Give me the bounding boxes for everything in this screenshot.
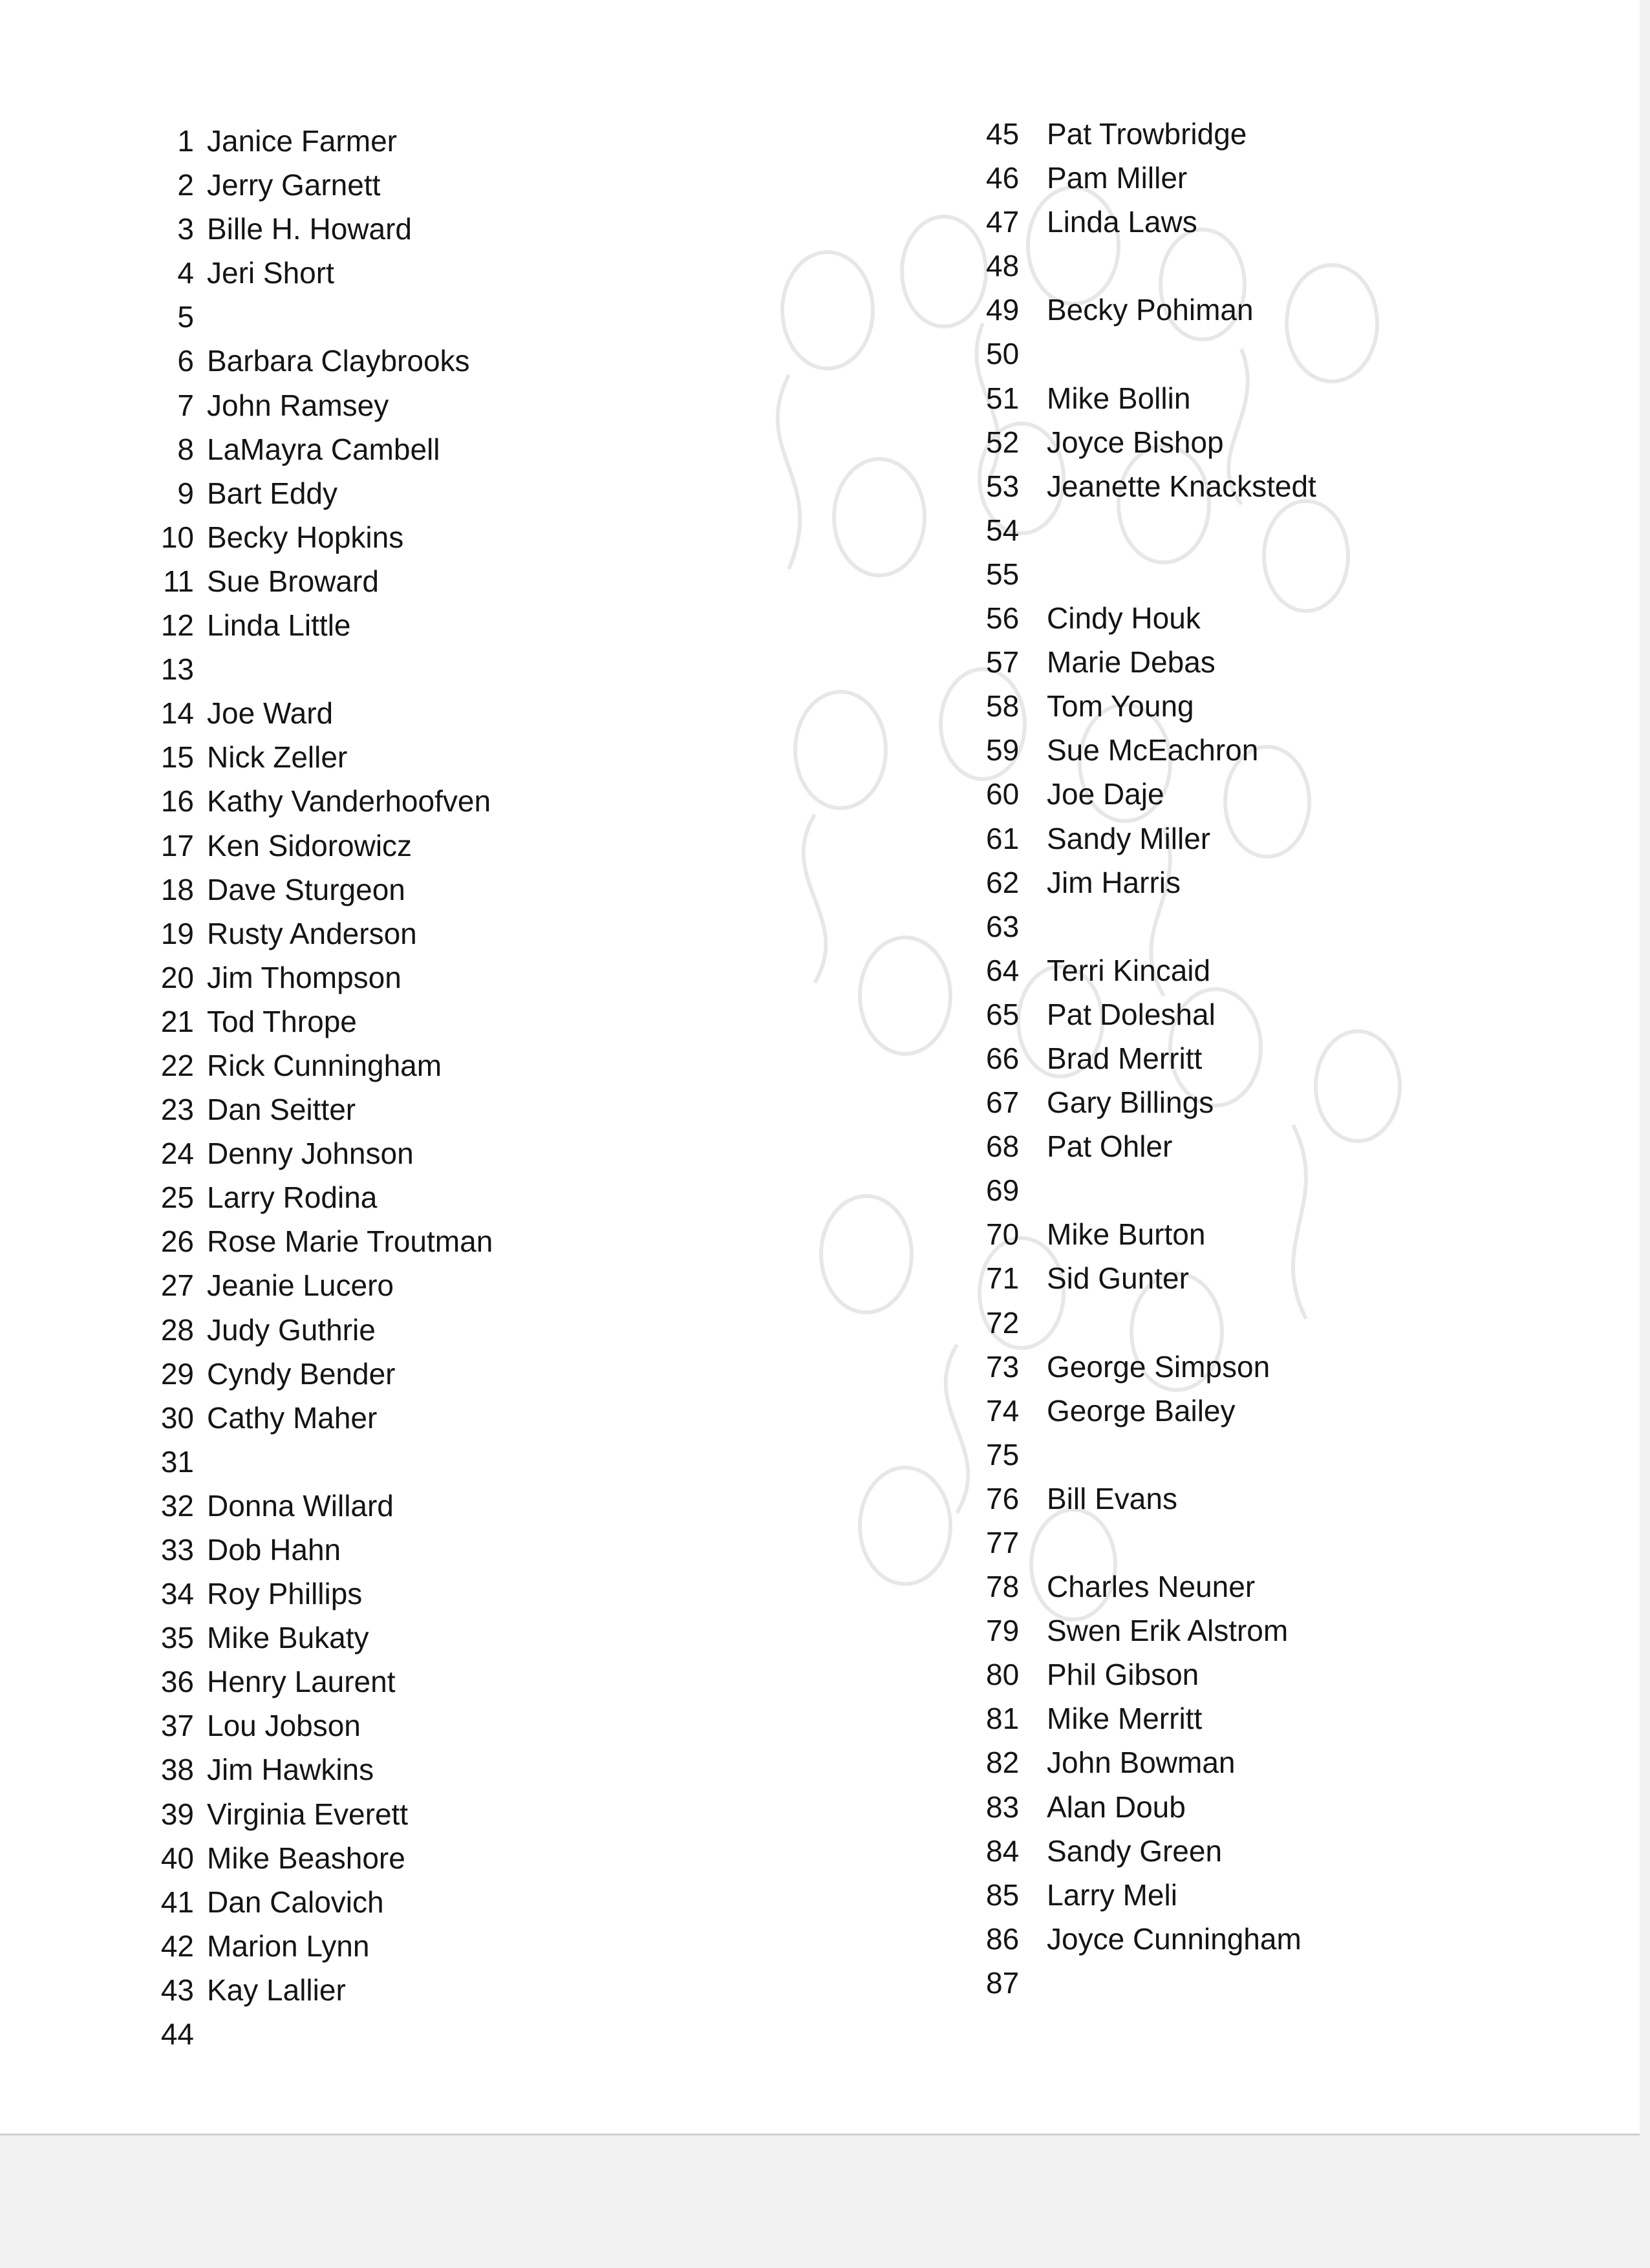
roster-entry <box>986 1696 1316 1740</box>
roster-entry <box>986 861 1316 904</box>
roster-entry <box>986 112 1316 156</box>
entry-number: 44 <box>160 2017 194 2051</box>
entry-number: 39 <box>160 1797 194 1831</box>
entry-number: 14 <box>160 696 194 731</box>
roster-entry <box>129 515 493 559</box>
roster-entry <box>129 603 493 647</box>
entry-number: 40 <box>160 1841 194 1875</box>
roster-entry <box>986 1740 1316 1784</box>
roster-entry <box>129 1440 493 1484</box>
entry-name: Sandy Green <box>1047 1834 1223 1868</box>
roster-entry <box>129 1616 493 1660</box>
roster-entry <box>986 1389 1316 1433</box>
roster-entry <box>986 1301 1316 1345</box>
entry-name: Sue Broward <box>207 564 379 598</box>
entry-name: Bille H. Howard <box>207 212 412 246</box>
entry-name: Becky Pohiman <box>1047 293 1254 327</box>
entry-number: 77 <box>986 1526 1020 1559</box>
roster-entry <box>129 691 493 735</box>
entry-name: Linda Little <box>207 608 351 643</box>
roster-entry <box>129 295 493 339</box>
entry-number: 75 <box>986 1437 1020 1471</box>
entry-name: Jerry Garnett <box>207 168 381 202</box>
entry-number: 4 <box>177 256 194 290</box>
roster-entry <box>129 1924 493 1968</box>
entry-name: Linda Laws <box>1047 205 1197 239</box>
roster-entry <box>986 1212 1316 1256</box>
roster-left-column <box>129 119 493 2056</box>
entry-number: 9 <box>177 476 194 510</box>
roster-entry <box>129 207 493 251</box>
entry-number: 27 <box>160 1268 194 1303</box>
roster-entry <box>986 1565 1316 1609</box>
roster-entry <box>986 508 1316 552</box>
entry-number: 82 <box>986 1746 1020 1780</box>
entry-number: 50 <box>986 337 1020 371</box>
roster-entry <box>986 1653 1316 1696</box>
entry-number: 29 <box>160 1356 194 1391</box>
entry-number: 24 <box>160 1137 194 1171</box>
entry-number: 63 <box>986 909 1020 943</box>
entry-name: LaMayra Cambell <box>207 432 440 466</box>
entry-name: Joe Ward <box>207 696 334 731</box>
entry-number: 7 <box>177 388 194 422</box>
roster-entry <box>129 1968 493 2012</box>
entry-name: Ken Sidorowicz <box>207 828 412 862</box>
entry-number: 10 <box>160 520 194 554</box>
entry-number: 35 <box>160 1621 194 1655</box>
entry-number: 85 <box>986 1878 1020 1912</box>
entry-name: Mike Merritt <box>1047 1702 1203 1736</box>
roster-entry <box>129 1484 493 1528</box>
entry-number: 70 <box>986 1217 1020 1252</box>
entry-name: Kay Lallier <box>207 1973 346 2007</box>
entry-number: 83 <box>986 1790 1020 1824</box>
entry-number: 51 <box>986 381 1020 415</box>
entry-number: 73 <box>986 1349 1020 1384</box>
entry-number: 52 <box>986 425 1020 459</box>
entry-name: Cindy Houk <box>1047 601 1201 636</box>
entry-name: Kathy Vanderhoofven <box>207 784 491 818</box>
entry-number: 78 <box>986 1570 1020 1604</box>
entry-number: 22 <box>160 1048 194 1082</box>
entry-number: 69 <box>986 1173 1020 1208</box>
entry-name: Jeri Short <box>207 256 334 290</box>
entry-name: Swen Erik Alstrom <box>1047 1614 1289 1648</box>
roster-entry <box>986 1609 1316 1653</box>
entry-name: Charles Neuner <box>1047 1570 1256 1604</box>
entry-number: 74 <box>986 1393 1020 1428</box>
entry-name: Dan Calovich <box>207 1885 384 1919</box>
entry-name: Bart Eddy <box>207 476 338 510</box>
entry-name: Donna Willard <box>207 1488 394 1523</box>
roster-entry <box>986 596 1316 640</box>
entry-name: Dave Sturgeon <box>207 872 405 906</box>
entry-name: Mike Bollin <box>1047 381 1191 415</box>
entry-number: 55 <box>986 557 1020 591</box>
entry-number: 16 <box>160 784 194 818</box>
roster-entry <box>986 1345 1316 1389</box>
roster-entry <box>129 1263 493 1307</box>
roster-entry <box>986 948 1316 992</box>
roster-entry <box>129 779 493 823</box>
entry-number: 1 <box>177 124 194 158</box>
roster-entry <box>129 1792 493 1836</box>
entry-number: 3 <box>177 212 194 246</box>
roster-entry <box>129 427 493 471</box>
roster-right-column <box>986 112 1316 2005</box>
entry-number: 18 <box>160 872 194 906</box>
entry-name: Phil Gibson <box>1047 1658 1199 1692</box>
entry-number: 11 <box>163 564 194 598</box>
entry-number: 2 <box>177 168 194 202</box>
entry-number: 46 <box>986 161 1020 195</box>
entry-name: Brad Merritt <box>1047 1041 1203 1075</box>
entry-name: Terri Kincaid <box>1047 953 1211 987</box>
roster-entry <box>129 1131 493 1175</box>
entry-name: Marion Lynn <box>207 1929 370 1963</box>
entry-number: 65 <box>986 997 1020 1031</box>
entry-number: 68 <box>986 1129 1020 1164</box>
entry-number: 66 <box>986 1041 1020 1075</box>
roster-entry <box>986 684 1316 728</box>
roster-entry <box>986 1829 1316 1873</box>
entry-name: Dob Hahn <box>207 1533 341 1567</box>
roster-entry <box>986 376 1316 420</box>
roster-entry <box>129 1087 493 1131</box>
entry-number: 28 <box>160 1312 194 1347</box>
entry-number: 23 <box>160 1093 194 1127</box>
entry-number: 33 <box>160 1533 194 1567</box>
roster-entry <box>129 1572 493 1616</box>
entry-number: 45 <box>986 117 1020 151</box>
entry-number: 15 <box>160 740 194 775</box>
entry-number: 38 <box>160 1753 194 1787</box>
entry-number: 8 <box>177 432 194 466</box>
entry-number: 17 <box>160 828 194 862</box>
roster-entry <box>986 420 1316 464</box>
entry-number: 32 <box>160 1488 194 1523</box>
entry-name: Pam Miller <box>1047 161 1188 195</box>
roster-entry <box>129 912 493 956</box>
entry-number: 41 <box>160 1885 194 1919</box>
roster-entry <box>986 552 1316 596</box>
entry-name: Jim Hawkins <box>207 1753 374 1787</box>
roster-entry <box>986 156 1316 200</box>
entry-name: Bill Evans <box>1047 1481 1177 1515</box>
roster-entry <box>986 1785 1316 1829</box>
roster-entry <box>986 1961 1316 2005</box>
roster-entry <box>986 1080 1316 1124</box>
entry-number: 5 <box>177 300 194 334</box>
entry-name: Rick Cunningham <box>207 1048 442 1082</box>
entry-name: Pat Ohler <box>1047 1129 1173 1164</box>
entry-number: 79 <box>986 1614 1020 1648</box>
entry-number: 60 <box>986 777 1020 811</box>
entry-name: John Bowman <box>1047 1746 1236 1780</box>
entry-number: 43 <box>160 1973 194 2007</box>
entry-name: George Simpson <box>1047 1349 1270 1384</box>
roster-entry <box>129 1352 493 1396</box>
roster-entry <box>986 200 1316 244</box>
entry-name: Lou Jobson <box>207 1709 361 1743</box>
roster-entry <box>129 1660 493 1704</box>
roster-entry <box>986 1168 1316 1212</box>
roster-entry <box>986 464 1316 508</box>
entry-number: 81 <box>986 1702 1020 1736</box>
roster-entry <box>129 1880 493 1924</box>
roster-entry <box>129 1528 493 1572</box>
entry-number: 67 <box>986 1086 1020 1120</box>
roster-entry <box>986 1036 1316 1080</box>
entry-number: 53 <box>986 469 1020 503</box>
roster-entry <box>129 1043 493 1087</box>
entry-name: Alan Doub <box>1047 1790 1186 1824</box>
entry-name: Virginia Everett <box>207 1797 409 1831</box>
entry-number: 20 <box>160 960 194 994</box>
roster-entry <box>986 1256 1316 1300</box>
entry-name: Cyndy Bender <box>207 1356 396 1391</box>
entry-number: 84 <box>986 1834 1020 1868</box>
roster-entry <box>129 956 493 1000</box>
entry-number: 62 <box>986 865 1020 899</box>
entry-number: 25 <box>160 1181 194 1215</box>
roster-entry <box>986 1124 1316 1168</box>
roster-entry <box>129 163 493 207</box>
entry-number: 34 <box>160 1577 194 1611</box>
entry-number: 19 <box>160 916 194 950</box>
entry-name: Jim Thompson <box>207 960 402 994</box>
entry-name: Larry Rodina <box>207 1181 378 1215</box>
entry-name: Barbara Claybrooks <box>207 344 470 378</box>
entry-number: 30 <box>160 1400 194 1435</box>
entry-name: Joyce Bishop <box>1047 425 1224 459</box>
roster-entry <box>129 735 493 779</box>
entry-name: Rusty Anderson <box>207 916 417 950</box>
roster-entry <box>986 904 1316 948</box>
roster-entry <box>986 817 1316 861</box>
entry-name: Sue McEachron <box>1047 733 1259 767</box>
entry-number: 31 <box>160 1444 194 1479</box>
entry-number: 86 <box>986 1921 1020 1956</box>
entry-number: 64 <box>986 953 1020 987</box>
entry-number: 48 <box>986 249 1020 283</box>
roster-entry <box>986 772 1316 816</box>
entry-name: Jeanie Lucero <box>207 1268 394 1303</box>
entry-number: 13 <box>160 652 194 687</box>
roster-entry <box>986 992 1316 1036</box>
entry-number: 54 <box>986 513 1020 547</box>
entry-number: 58 <box>986 689 1020 723</box>
entry-name: Tod Thrope <box>207 1004 357 1038</box>
entry-number: 71 <box>986 1261 1020 1296</box>
entry-name: Becky Hopkins <box>207 520 404 554</box>
entry-number: 59 <box>986 733 1020 767</box>
entry-number: 80 <box>986 1658 1020 1692</box>
roster-entry <box>129 1000 493 1043</box>
roster-entry <box>129 383 493 427</box>
entry-name: Gary Billings <box>1047 1086 1214 1120</box>
entry-number: 87 <box>986 1965 1020 2000</box>
entry-name: Pat Trowbridge <box>1047 117 1247 151</box>
entry-name: Mike Beashore <box>207 1841 405 1875</box>
entry-name: Larry Meli <box>1047 1878 1177 1912</box>
entry-number: 56 <box>986 601 1020 636</box>
roster-entry <box>986 728 1316 772</box>
entry-name: Joyce Cunningham <box>1047 1921 1302 1956</box>
entry-number: 76 <box>986 1481 1020 1515</box>
entry-name: Joe Daje <box>1047 777 1164 811</box>
entry-name: Henry Laurent <box>207 1665 396 1699</box>
roster-entry <box>986 1433 1316 1477</box>
roster-entry <box>129 251 493 295</box>
entry-name: Sandy Miller <box>1047 821 1211 855</box>
entry-name: Judy Guthrie <box>207 1312 376 1347</box>
roster-entry <box>129 1396 493 1440</box>
roster-entry <box>986 640 1316 684</box>
entry-name: Sid Gunter <box>1047 1261 1189 1296</box>
entry-name: Marie Debas <box>1047 645 1216 679</box>
entry-number: 47 <box>986 205 1020 239</box>
entry-number: 36 <box>160 1665 194 1699</box>
entry-number: 6 <box>177 344 194 378</box>
entry-name: Janice Farmer <box>207 124 397 158</box>
roster-entry <box>129 559 493 603</box>
roster-entry <box>129 1836 493 1880</box>
roster-entry <box>129 1308 493 1352</box>
roster-entry <box>129 647 493 691</box>
roster-entry <box>129 1704 493 1748</box>
entry-number: 12 <box>160 608 194 643</box>
entry-name: Denny Johnson <box>207 1137 414 1171</box>
entry-number: 37 <box>160 1709 194 1743</box>
roster-entry <box>129 339 493 383</box>
entry-name: Mike Bukaty <box>207 1621 369 1655</box>
entry-name: Pat Doleshal <box>1047 997 1216 1031</box>
entry-number: 57 <box>986 645 1020 679</box>
entry-name: Rose Marie Troutman <box>207 1225 493 1259</box>
entry-number: 49 <box>986 293 1020 327</box>
roster-entry <box>986 1873 1316 1917</box>
roster-entry <box>986 288 1316 332</box>
roster-entry <box>129 1175 493 1219</box>
entry-number: 42 <box>160 1929 194 1963</box>
entry-name: Roy Phillips <box>207 1577 363 1611</box>
roster-entry <box>986 1521 1316 1565</box>
roster-entry <box>986 332 1316 376</box>
entry-name: Cathy Maher <box>207 1400 378 1435</box>
entry-name: George Bailey <box>1047 1393 1236 1428</box>
roster-entry <box>986 1477 1316 1521</box>
entry-name: Jim Harris <box>1047 865 1181 899</box>
entry-name: Jeanette Knackstedt <box>1047 469 1316 503</box>
entry-number: 21 <box>160 1004 194 1038</box>
entry-name: Mike Burton <box>1047 1217 1206 1252</box>
entry-number: 72 <box>986 1305 1020 1340</box>
roster-entry <box>129 824 493 868</box>
entry-number: 61 <box>986 821 1020 855</box>
entry-name: John Ramsey <box>207 388 389 422</box>
entry-name: Dan Seitter <box>207 1093 356 1127</box>
roster-entry <box>129 2012 493 2056</box>
roster-entry <box>129 471 493 515</box>
roster-entry <box>129 868 493 912</box>
roster-entry <box>129 1748 493 1792</box>
entry-name: Nick Zeller <box>207 740 348 775</box>
roster-entry <box>129 119 493 163</box>
roster-entry <box>986 1917 1316 1961</box>
entry-number: 26 <box>160 1225 194 1259</box>
roster-entry <box>986 244 1316 288</box>
roster-entry <box>129 1219 493 1263</box>
entry-name: Tom Young <box>1047 689 1194 723</box>
